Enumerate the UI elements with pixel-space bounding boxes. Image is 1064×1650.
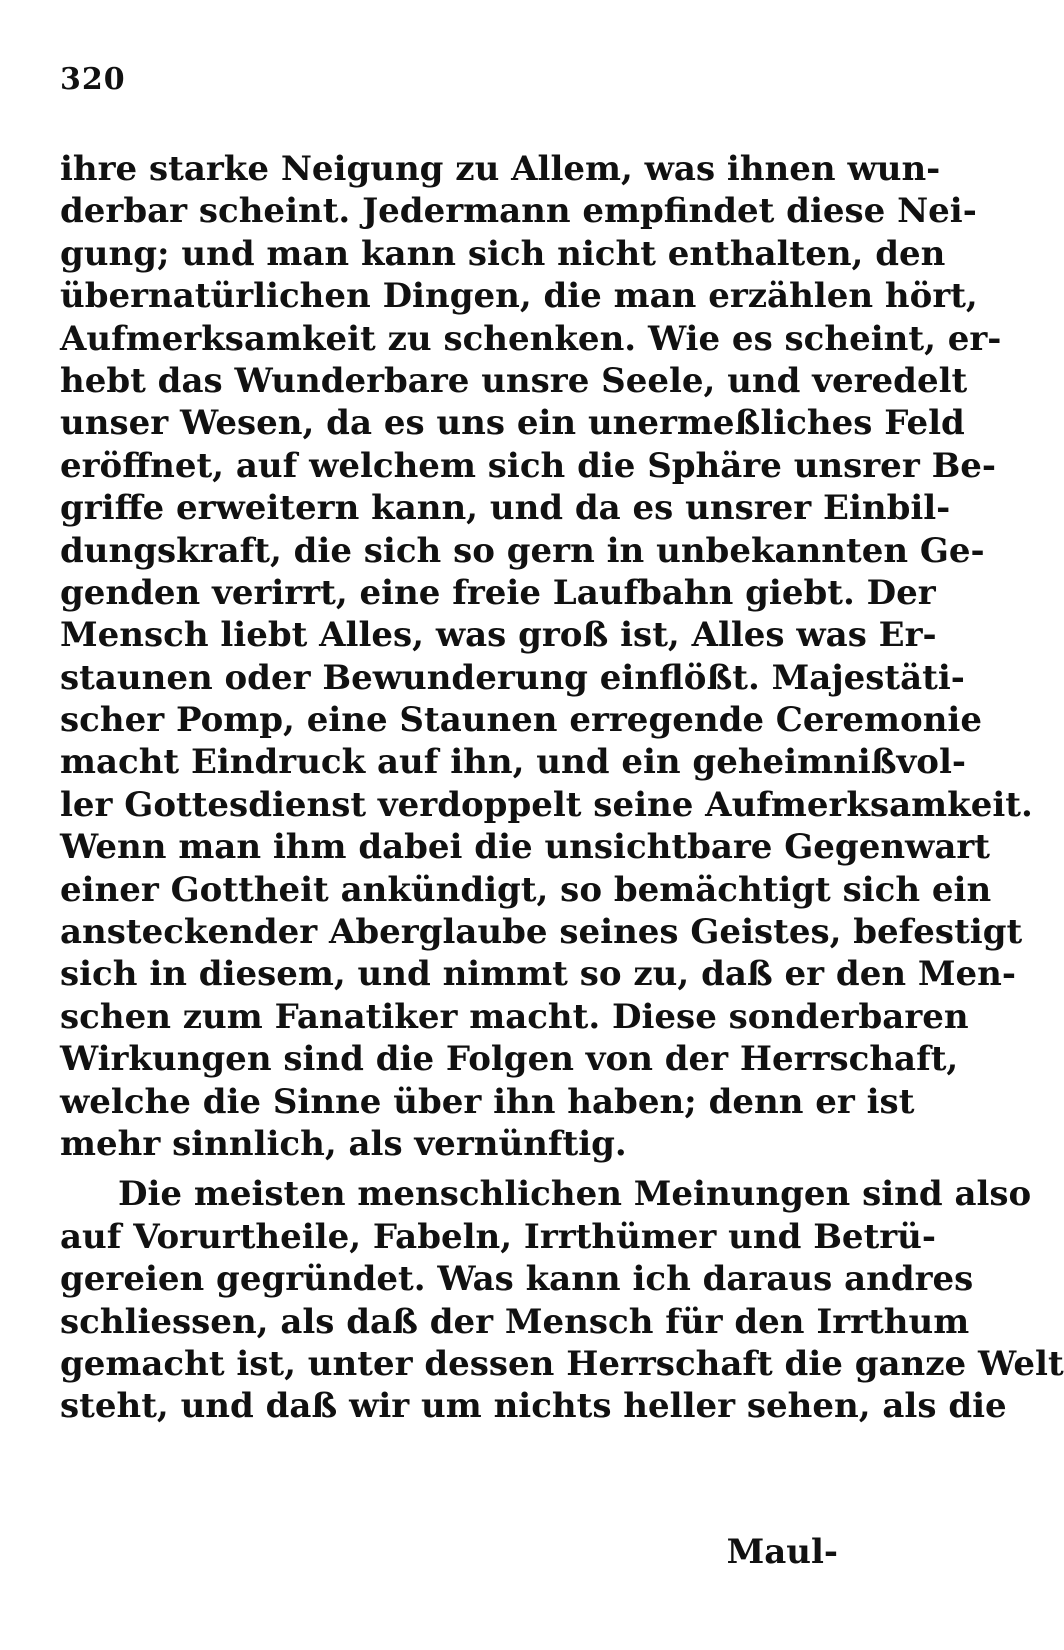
text-line: auf Vorurtheile, Fabeln, Irrthümer und Betrü-	[60, 1216, 937, 1257]
text-line: mehr sinnlich, als vernünftig.	[60, 1123, 627, 1164]
text-line: Die meisten menschlichen Meinungen sind also	[118, 1174, 1032, 1215]
catchword: Maul-	[726, 1532, 838, 1572]
text-line: dungskraft, die sich so gern in unbekannten Ge-	[60, 530, 985, 571]
text-line: steht, und daß wir um nichts heller sehen, als die	[60, 1386, 1007, 1427]
text-line: staunen oder Bewunderung einflößt. Majestäti-	[60, 657, 965, 698]
text-line: übernatürlichen Dingen, die man erzählen hört,	[60, 276, 978, 317]
body-text	[60, 148, 1064, 1428]
text-line: welche die Sinne über ihn haben; denn er ist	[60, 1081, 915, 1122]
text-line: einer Gottheit ankündigt, so bemächtigt sich ein	[60, 869, 992, 910]
page-number: 320	[60, 62, 126, 97]
text-line: derbar scheint. Jedermann empfindet diese Nei-	[60, 191, 977, 232]
text-line: schliessen, als daß der Mensch für den Irrthum	[60, 1301, 970, 1342]
paragraph	[60, 148, 1033, 1165]
text-line: ihre starke Neigung zu Allem, was ihnen wun-	[60, 149, 941, 189]
text-line: eröffnet, auf welchem sich die Sphäre unsrer Be-	[60, 445, 997, 486]
text-line: gemacht ist, unter dessen Herrschaft die ganze Welt	[60, 1343, 1064, 1384]
text-line: genden verirrt, eine freie Laufbahn giebt. Der	[60, 572, 936, 613]
text-line: sich in diesem, und nimmt so zu, daß er den Men-	[60, 954, 1016, 995]
text-line: scher Pomp, eine Staunen erregende Ceremonie	[60, 700, 982, 741]
text-line: gereien gegründet. Was kann ich daraus andres	[60, 1259, 974, 1300]
text-line: schen zum Fanatiker macht. Diese sonderbaren	[60, 996, 969, 1037]
text-line: Aufmerksamkeit zu schenken. Wie es scheint, er-	[60, 318, 1002, 359]
text-line: Wenn man ihm dabei die unsichtbare Gegenwart	[60, 827, 990, 868]
text-line: ansteckender Aberglaube seines Geistes, befestigt	[60, 912, 1023, 953]
text-line: Wirkungen sind die Folgen von der Herrschaft,	[60, 1039, 959, 1080]
paragraph-gap	[60, 1165, 840, 1173]
text-line: unser Wesen, da es uns ein unermeßliches Feld	[60, 403, 965, 444]
text-line: macht Eindruck auf ihn, und ein geheimnißvol-	[60, 742, 966, 783]
text-line: Mensch liebt Alles, was groß ist, Alles was Er-	[60, 615, 937, 656]
text-line: hebt das Wunderbare unsre Seele, und veredelt	[60, 360, 968, 401]
text-line: griffe erweitern kann, und da es unsrer Einbil-	[60, 488, 951, 529]
paragraph	[60, 1173, 1064, 1427]
text-line: ler Gottesdienst verdoppelt seine Aufmerksamkeit.	[60, 784, 1033, 825]
text-line: gung; und man kann sich nicht enthalten, den	[60, 233, 946, 274]
